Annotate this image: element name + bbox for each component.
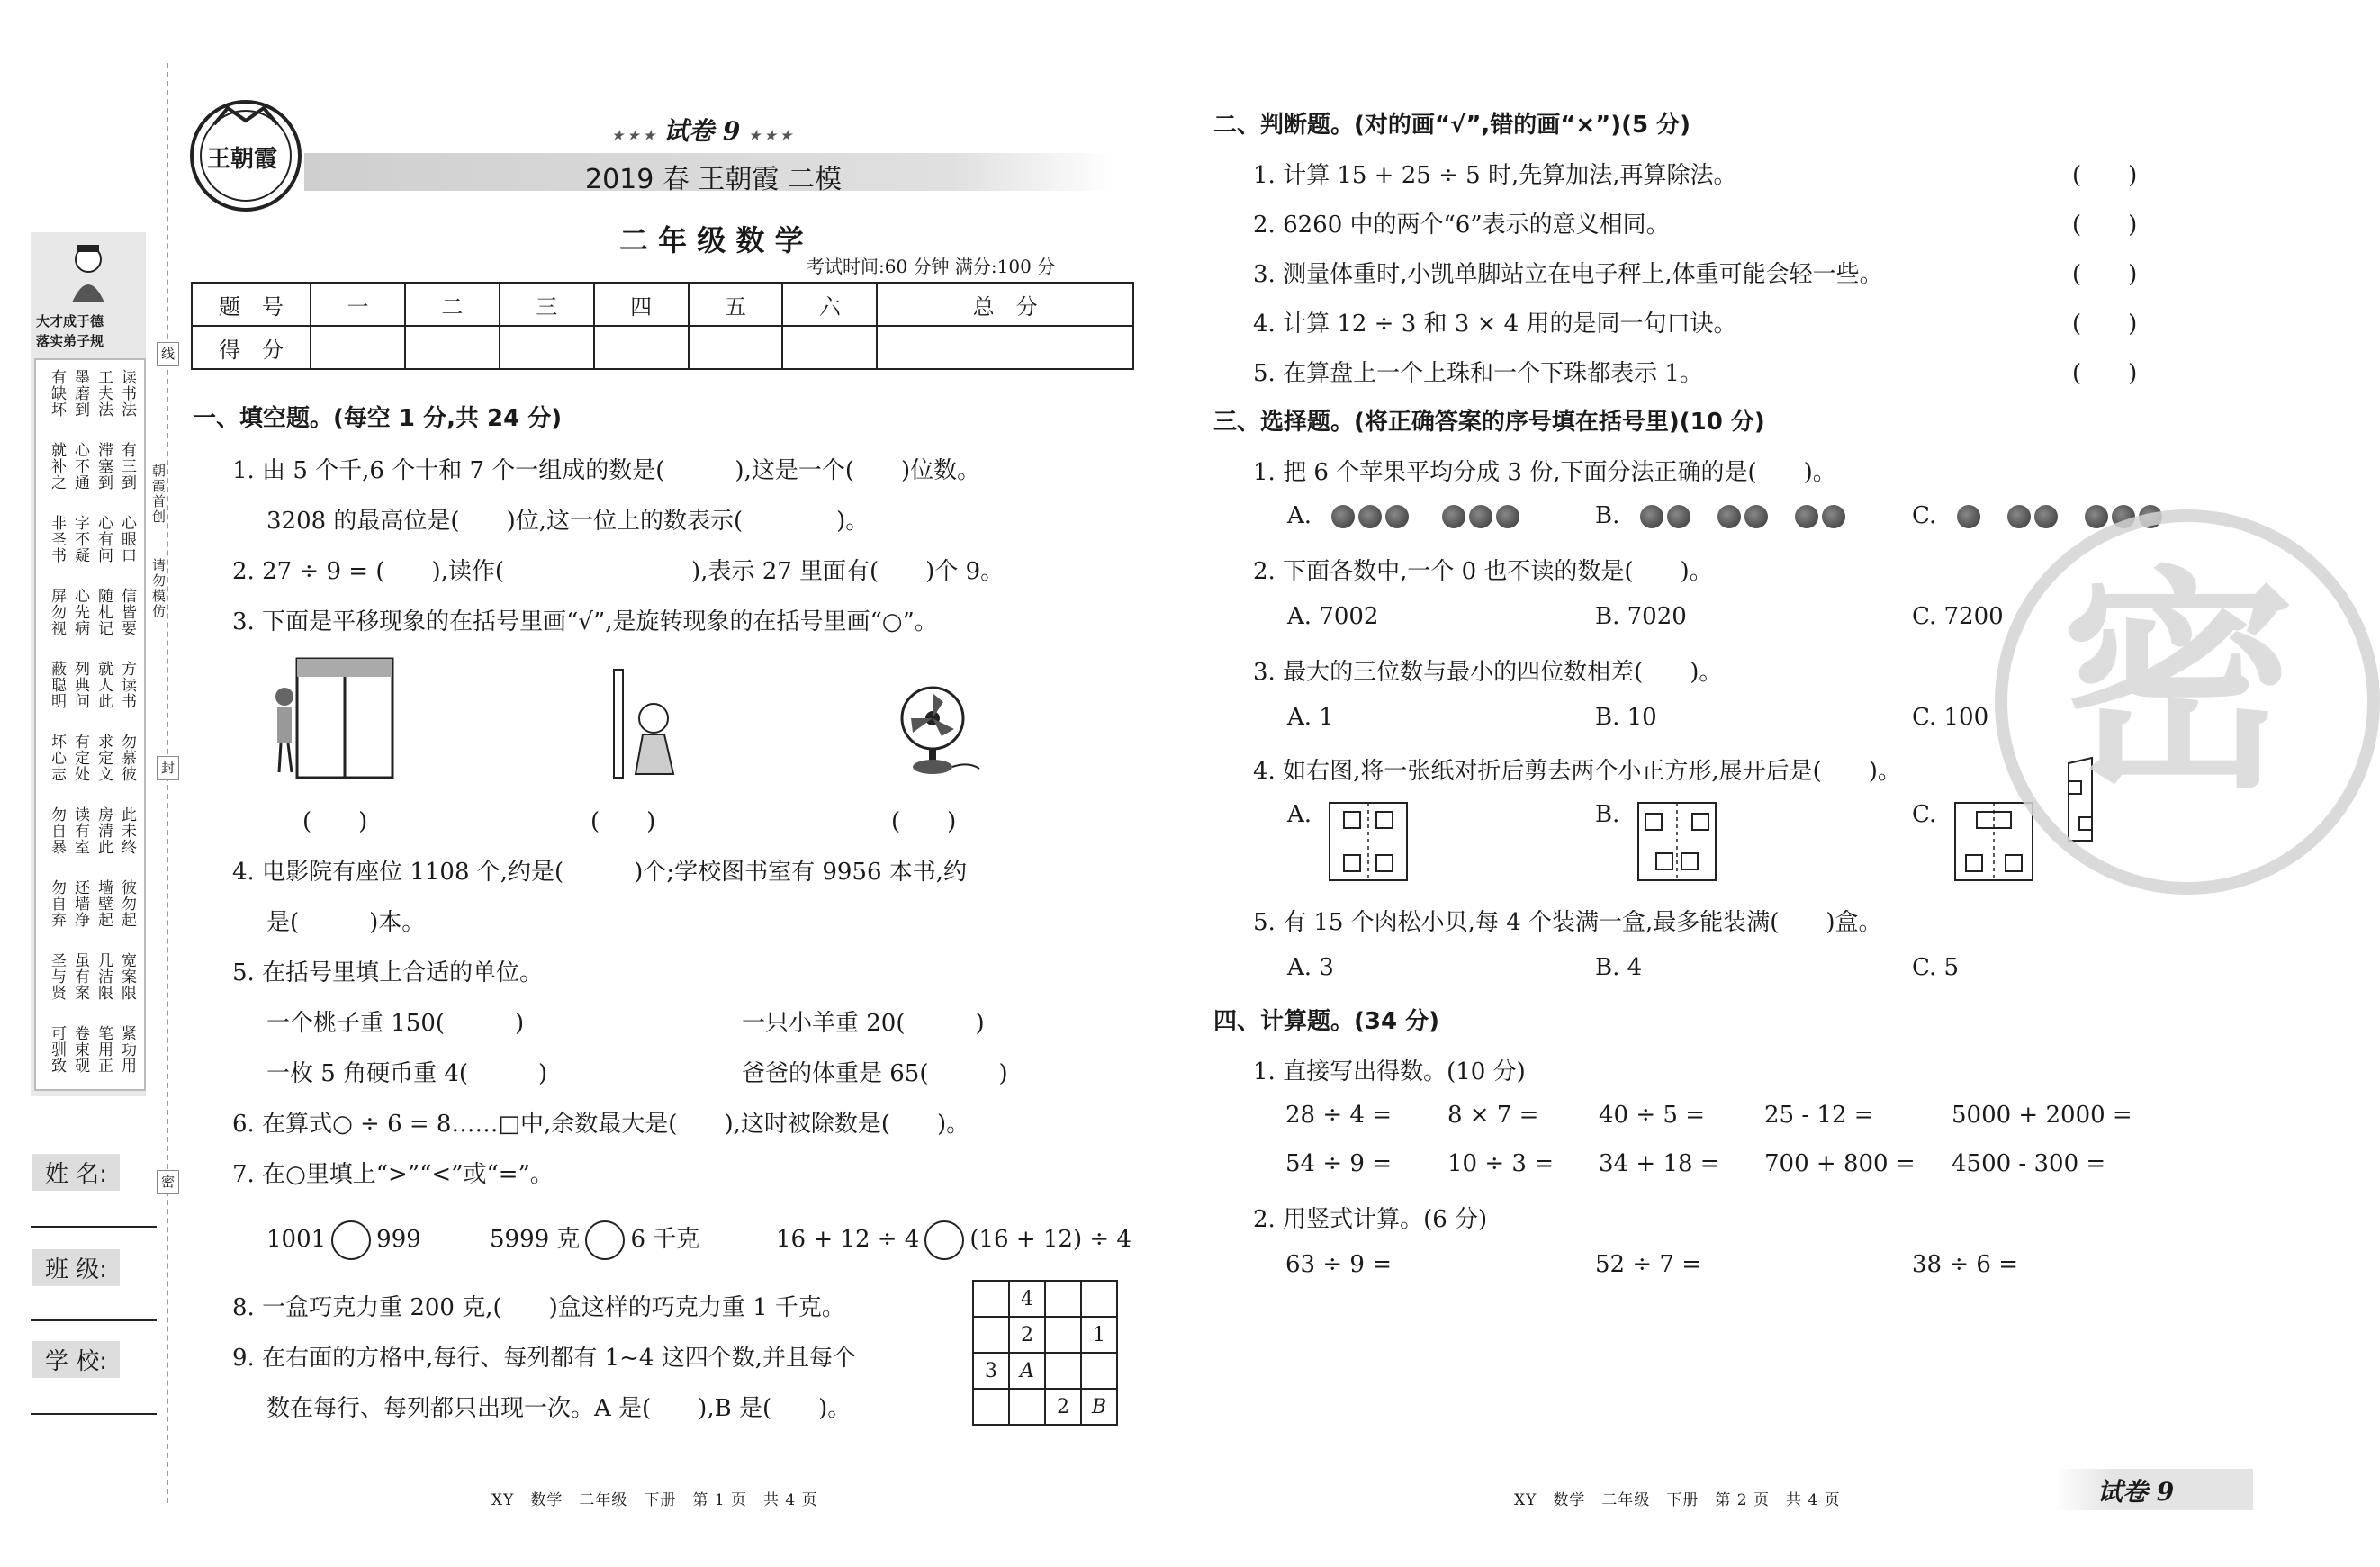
calc-item: 25 - 12 = xyxy=(1764,1102,1874,1129)
s1-q4a: 4. 电影院有座位 1108 个,约是( )个;学校图书室有 9956 本书,约 xyxy=(232,859,968,886)
class-blank[interactable] xyxy=(31,1319,157,1321)
judgement-item: 1. 计算 15 + 25 ÷ 5 时,先算加法,再算除法。 xyxy=(1253,162,1737,189)
grid-cell: B xyxy=(1081,1389,1117,1425)
judgement-answer[interactable]: ( ) xyxy=(2072,261,2138,288)
s3-q5-opt-c[interactable]: C. 5 xyxy=(1912,954,1960,981)
apple-icon xyxy=(1667,505,1690,528)
verse-column: 此未终 xyxy=(118,806,136,855)
school-blank[interactable] xyxy=(31,1413,157,1415)
calc-item: 8 × 7 = xyxy=(1447,1102,1539,1129)
judgement-item: 3. 测量体重时,小凯单脚站立在电子秤上,体重可能会轻一些。 xyxy=(1253,261,1883,288)
grid-row xyxy=(973,1353,1117,1389)
judgement-item: 4. 计算 12 ÷ 3 和 3 × 4 用的是同一句口诀。 xyxy=(1253,311,1737,338)
binding-dashed-line xyxy=(167,63,168,1503)
score-input[interactable] xyxy=(877,326,1133,369)
grid-cell[interactable] xyxy=(1045,1317,1081,1353)
judgement-answer[interactable]: ( ) xyxy=(2072,162,2138,189)
s1-q5-item: 爸爸的体重是 65( ) xyxy=(742,1060,1008,1087)
verse-column: 工夫法 xyxy=(95,369,113,418)
compare-left: 16 + 12 ÷ 4 xyxy=(776,1226,920,1253)
verse-column: 读有室 xyxy=(71,806,89,855)
verse-column: 紧功用 xyxy=(118,1025,136,1074)
paper-tag xyxy=(612,112,792,148)
s3-q4-opt-c[interactable] xyxy=(1912,801,2034,882)
copyright-notice-1: 朝霞首创 xyxy=(150,464,167,525)
name-blank[interactable] xyxy=(31,1226,157,1228)
verse-column: 勿自暴 xyxy=(48,806,66,855)
score-cell: 二 xyxy=(405,283,500,326)
score-input[interactable] xyxy=(689,326,783,369)
grid-cell: 3 xyxy=(973,1353,1009,1389)
apple-icon xyxy=(1744,505,1768,528)
calc-item: 54 ÷ 9 = xyxy=(1285,1150,1392,1177)
vertical-calc-item: 52 ÷ 7 = xyxy=(1595,1251,1701,1278)
s1-q1b: 3208 的最高位是( )位,这一位上的数表示( )。 xyxy=(266,508,870,535)
exam-info: 考试时间:60 分钟 满分:100 分 xyxy=(807,256,1056,277)
score-cell: 四 xyxy=(594,283,689,326)
score-cell: 得 分 xyxy=(192,326,311,369)
s3-q4-opt-b[interactable] xyxy=(1595,801,1717,882)
calc-item: 5000 + 2000 = xyxy=(1952,1102,2132,1129)
score-input[interactable] xyxy=(782,326,877,369)
s1-q5-item: 一个桃子重 150( ) xyxy=(266,1010,525,1037)
judgement-item: 2. 6260 中的两个“6”表示的意义相同。 xyxy=(1253,212,1670,239)
grid-cell: 2 xyxy=(1009,1317,1045,1353)
paper-tag-label: 试卷 9 xyxy=(663,116,741,146)
calc-item: 10 ÷ 3 = xyxy=(1447,1150,1554,1177)
verse-column: 蔽聪明 xyxy=(48,661,66,709)
s1-q6: 6. 在算式○ ÷ 6 = 8……□中,余数最大是( ),这时被除数是( )。 xyxy=(232,1111,970,1138)
apple-icon xyxy=(2085,505,2108,528)
verse-column: 有定处 xyxy=(71,734,89,782)
electric-fan-picture xyxy=(897,684,996,787)
compare-item-1 xyxy=(266,1220,421,1260)
grid-cell[interactable] xyxy=(1045,1353,1081,1389)
apple-icon xyxy=(1822,505,1845,528)
s3-q5-opt-b[interactable]: B. 4 xyxy=(1595,954,1643,981)
s1-q4b: 是( )本。 xyxy=(266,909,426,936)
option-label: C. xyxy=(1912,502,1937,529)
grid-cell: 4 xyxy=(1009,1281,1045,1317)
name-label: 姓 名: xyxy=(32,1154,120,1191)
compare-item-3 xyxy=(776,1220,1131,1260)
verse-column: 几洁限 xyxy=(95,952,113,1001)
s3-q4-opt-a[interactable] xyxy=(1287,801,1409,882)
s1-q3: 3. 下面是平移现象的在括号里画“√”,是旋转现象的在括号里画“○”。 xyxy=(232,608,938,635)
score-input[interactable] xyxy=(594,326,689,369)
s1-q3-answer-2[interactable]: ( ) xyxy=(590,808,656,835)
apple-icon xyxy=(2007,505,2031,528)
s1-q5-item: 一枚 5 角硬币重 4( ) xyxy=(266,1060,548,1087)
secret-stamp xyxy=(1995,509,2380,895)
option-label: A. xyxy=(1287,801,1312,828)
compare-right: (16 + 12) ÷ 4 xyxy=(969,1226,1131,1253)
apple-icon xyxy=(1795,505,1818,528)
s3-q5: 5. 有 15 个肉松小贝,每 4 个装满一盒,最多能装满( )盒。 xyxy=(1253,909,1882,936)
motto-line-2: 落实弟子规 xyxy=(36,333,104,349)
compare-left: 5999 克 xyxy=(490,1226,581,1253)
verse-column: 读书法 xyxy=(118,369,136,418)
s4-q1: 1. 直接写出得数。(10 分) xyxy=(1253,1058,1526,1085)
score-cell: 一 xyxy=(311,283,405,326)
s3-q2-opt-c[interactable]: C. 7200 xyxy=(1912,603,2004,630)
compare-right: 999 xyxy=(376,1226,421,1253)
grid-row xyxy=(973,1317,1117,1353)
verse-column: 屏勿视 xyxy=(48,588,66,636)
unfolded-paper-a xyxy=(1328,801,1409,882)
verse-column: 宽案限 xyxy=(118,952,136,1001)
footer-tag: 试卷 9 xyxy=(2097,1477,2175,1507)
apple-icon xyxy=(1640,505,1663,528)
s1-q9a: 9. 在右面的方格中,每行、每列都有 1~4 这四个数,并且每个 xyxy=(232,1345,856,1372)
vertical-calc-item: 63 ÷ 9 = xyxy=(1285,1251,1392,1278)
judgement-item: 5. 在算盘上一个上珠和一个下珠都表示 1。 xyxy=(1253,360,1703,387)
s3-q5-opt-a[interactable]: A. 3 xyxy=(1287,954,1334,981)
verse-column: 心眼口 xyxy=(118,515,136,563)
option-label: C. xyxy=(1912,801,1937,828)
verse-column: 非圣书 xyxy=(48,515,66,563)
logo-text: 王朝霞 xyxy=(207,146,278,173)
grid-cell[interactable] xyxy=(973,1317,1009,1353)
score-input[interactable] xyxy=(405,326,500,369)
apple-icon xyxy=(1469,505,1492,528)
grid-cell[interactable] xyxy=(1081,1353,1117,1389)
stars-right: ★ ★ ★ xyxy=(749,129,792,143)
calc-item: 34 + 18 = xyxy=(1599,1150,1720,1177)
scholar-figure-icon xyxy=(61,239,115,302)
fold-mark-seal: 封 xyxy=(157,756,179,780)
number-grid xyxy=(972,1280,1118,1426)
section1-title: 一、填空题。(每空 1 分,共 24 分) xyxy=(193,405,563,432)
fold-mark-line: 线 xyxy=(157,342,179,366)
s1-q9b: 数在每行、每列都只出现一次。A 是( ),B 是( )。 xyxy=(266,1395,852,1422)
compare-right: 6 千克 xyxy=(630,1226,700,1253)
verse-column: 房清此 xyxy=(95,806,113,855)
s1-q1a: 1. 由 5 个千,6 个十和 7 个一组成的数是( ),这是一个( )位数。 xyxy=(232,457,981,484)
calc-item: 700 + 800 = xyxy=(1764,1150,1916,1177)
compare-circle[interactable] xyxy=(331,1220,371,1260)
compare-left: 1001 xyxy=(266,1226,327,1253)
apple-option-b[interactable] xyxy=(1595,502,1849,529)
grid-cell[interactable] xyxy=(1081,1281,1117,1317)
verse-column: 心有问 xyxy=(95,515,113,563)
grid-cell[interactable] xyxy=(1009,1389,1045,1425)
calc-item: 4500 - 300 = xyxy=(1952,1150,2106,1177)
verse-column: 笔用正 xyxy=(95,1025,113,1074)
verse-column: 信皆要 xyxy=(118,588,136,636)
verse-column: 字不疑 xyxy=(71,515,89,563)
s3-q3-opt-c[interactable]: C. 100 xyxy=(1912,704,1989,731)
school-label: 学 校: xyxy=(32,1341,120,1378)
motto-line-1: 大才成于德 xyxy=(36,313,104,329)
door-open-picture xyxy=(610,666,682,787)
stamp-char: 密 xyxy=(2061,548,2295,820)
s3-q3: 3. 最大的三位数与最小的四位数相差( )。 xyxy=(1253,659,1723,686)
score-header-row xyxy=(192,283,1133,326)
apple-icon xyxy=(1442,505,1465,528)
footer-right: XY 数学 二年级 下册 第 2 页 共 4 页 xyxy=(1514,1491,1841,1509)
s3-q4: 4. 如右图,将一张纸对折后剪去两个小正方形,展开后是( )。 xyxy=(1253,758,1901,785)
grid-cell[interactable] xyxy=(973,1281,1009,1317)
grid-row xyxy=(973,1281,1117,1317)
s3-q3-opt-a[interactable]: A. 1 xyxy=(1287,704,1334,731)
brand-logo xyxy=(187,97,304,214)
verse-column: 坏心志 xyxy=(48,734,66,782)
s1-q3-answer-1[interactable]: ( ) xyxy=(302,808,368,835)
unfolded-paper-b xyxy=(1636,801,1717,882)
section4-title: 四、计算题。(34 分) xyxy=(1213,1008,1439,1035)
score-input[interactable] xyxy=(500,326,594,369)
s1-q7: 7. 在○里填上“>”“<”或“=”。 xyxy=(232,1161,554,1188)
score-table xyxy=(191,282,1134,370)
verse-column: 勿自弃 xyxy=(48,879,66,928)
verse-column: 滞塞到 xyxy=(95,442,113,491)
s3-q2-opt-a[interactable]: A. 7002 xyxy=(1287,603,1379,630)
s1-q5-item: 一只小羊重 20( ) xyxy=(742,1010,985,1037)
apple-icon xyxy=(1496,505,1519,528)
window-slide-picture xyxy=(270,655,396,785)
judgement-answer[interactable]: ( ) xyxy=(2072,212,2138,239)
apple-icon xyxy=(1385,505,1409,528)
option-label: B. xyxy=(1595,801,1620,828)
fold-mark-secret: 密 xyxy=(157,1170,179,1194)
score-cell: 总 分 xyxy=(877,283,1133,326)
s3-q2: 2. 下面各数中,一个 0 也不读的数是( )。 xyxy=(1253,558,1713,585)
apple-option-a[interactable] xyxy=(1287,502,1523,529)
grid-cell: 1 xyxy=(1081,1317,1117,1353)
apple-icon xyxy=(2034,505,2058,528)
score-cell: 三 xyxy=(500,283,594,326)
apple-icon xyxy=(1717,505,1741,528)
verse-column: 墙壁起 xyxy=(95,879,113,928)
score-input[interactable] xyxy=(311,326,405,369)
apple-icon xyxy=(1957,505,1980,528)
s1-q2: 2. 27 ÷ 9 = ( ),读作( ),表示 27 里面有( )个 9。 xyxy=(232,558,1005,585)
verse-column: 还墙净 xyxy=(71,879,89,928)
apple-icon xyxy=(1358,505,1382,528)
verse-column: 随札记 xyxy=(95,588,113,636)
verse-column: 卷束砚 xyxy=(71,1025,89,1074)
s3-q3-opt-b[interactable]: B. 10 xyxy=(1595,704,1657,731)
verse-column: 圣与贤 xyxy=(48,952,66,1001)
grid-row xyxy=(973,1389,1117,1425)
verse-column: 心不通 xyxy=(71,442,89,491)
s1-q3-answer-3[interactable]: ( ) xyxy=(891,808,957,835)
verse-column: 求定文 xyxy=(95,734,113,782)
calc-item: 28 ÷ 4 = xyxy=(1285,1102,1392,1129)
verse-column: 墨磨到 xyxy=(71,369,89,418)
section3-title: 三、选择题。(将正确答案的序号填在括号里)(10 分) xyxy=(1213,409,1765,436)
apple-icon xyxy=(1331,505,1355,528)
footer-left: XY 数学 二年级 下册 第 1 页 共 4 页 xyxy=(491,1491,818,1509)
option-label: B. xyxy=(1595,502,1620,529)
s1-q8: 8. 一盒巧克力重 200 克,( )盒这样的巧克力重 1 千克。 xyxy=(232,1294,845,1321)
section2-title: 二、判断题。(对的画“√”,错的画“×”)(5 分) xyxy=(1213,112,1691,139)
class-label: 班 级: xyxy=(32,1249,120,1286)
exam-title: 2019 春 王朝霞 二模 xyxy=(585,164,842,195)
unfolded-paper-c xyxy=(1953,801,2034,882)
subject-title: 二 年 级 数 学 xyxy=(619,223,804,257)
compare-item-2 xyxy=(490,1220,699,1260)
s1-q5: 5. 在括号里填上合适的单位。 xyxy=(232,959,544,986)
grid-cell[interactable] xyxy=(973,1389,1009,1425)
option-label: A. xyxy=(1287,502,1312,529)
judgement-answer[interactable]: ( ) xyxy=(2072,360,2138,387)
score-entry-row xyxy=(192,326,1133,369)
score-cell: 六 xyxy=(782,283,877,326)
verse-column: 列典问 xyxy=(71,661,89,709)
verse-column: 可驯致 xyxy=(48,1025,66,1074)
s4-q2: 2. 用竖式计算。(6 分) xyxy=(1253,1206,1488,1233)
verse-column: 有缺坏 xyxy=(48,369,66,418)
grid-cell: A xyxy=(1009,1353,1045,1389)
s3-q2-opt-b[interactable]: B. 7020 xyxy=(1595,603,1687,630)
compare-circle[interactable] xyxy=(924,1220,964,1260)
verse-column: 有三到 xyxy=(118,442,136,491)
score-cell: 五 xyxy=(689,283,783,326)
grid-cell: 2 xyxy=(1045,1389,1081,1425)
grid-cell[interactable] xyxy=(1045,1281,1081,1317)
judgement-answer[interactable]: ( ) xyxy=(2072,311,2138,338)
s3-q1: 1. 把 6 个苹果平均分成 3 份,下面分法正确的是( )。 xyxy=(1253,459,1836,486)
compare-circle[interactable] xyxy=(585,1220,625,1260)
verse-column: 就人此 xyxy=(95,661,113,709)
copyright-notice-2: 请勿模仿 xyxy=(150,558,167,619)
vertical-calc-item: 38 ÷ 6 = xyxy=(1912,1251,2018,1278)
stars-left: ★ ★ ★ xyxy=(612,129,655,143)
verse-column: 彼勿起 xyxy=(118,879,136,928)
verse-column: 虽有案 xyxy=(71,952,89,1001)
calc-item: 40 ÷ 5 = xyxy=(1599,1102,1705,1129)
score-cell: 题 号 xyxy=(192,283,311,326)
verse-column: 心先病 xyxy=(71,588,89,636)
verse-column: 就补之 xyxy=(48,442,66,491)
verse-column: 勿慕彼 xyxy=(118,734,136,782)
verse-column: 方读书 xyxy=(118,661,136,709)
